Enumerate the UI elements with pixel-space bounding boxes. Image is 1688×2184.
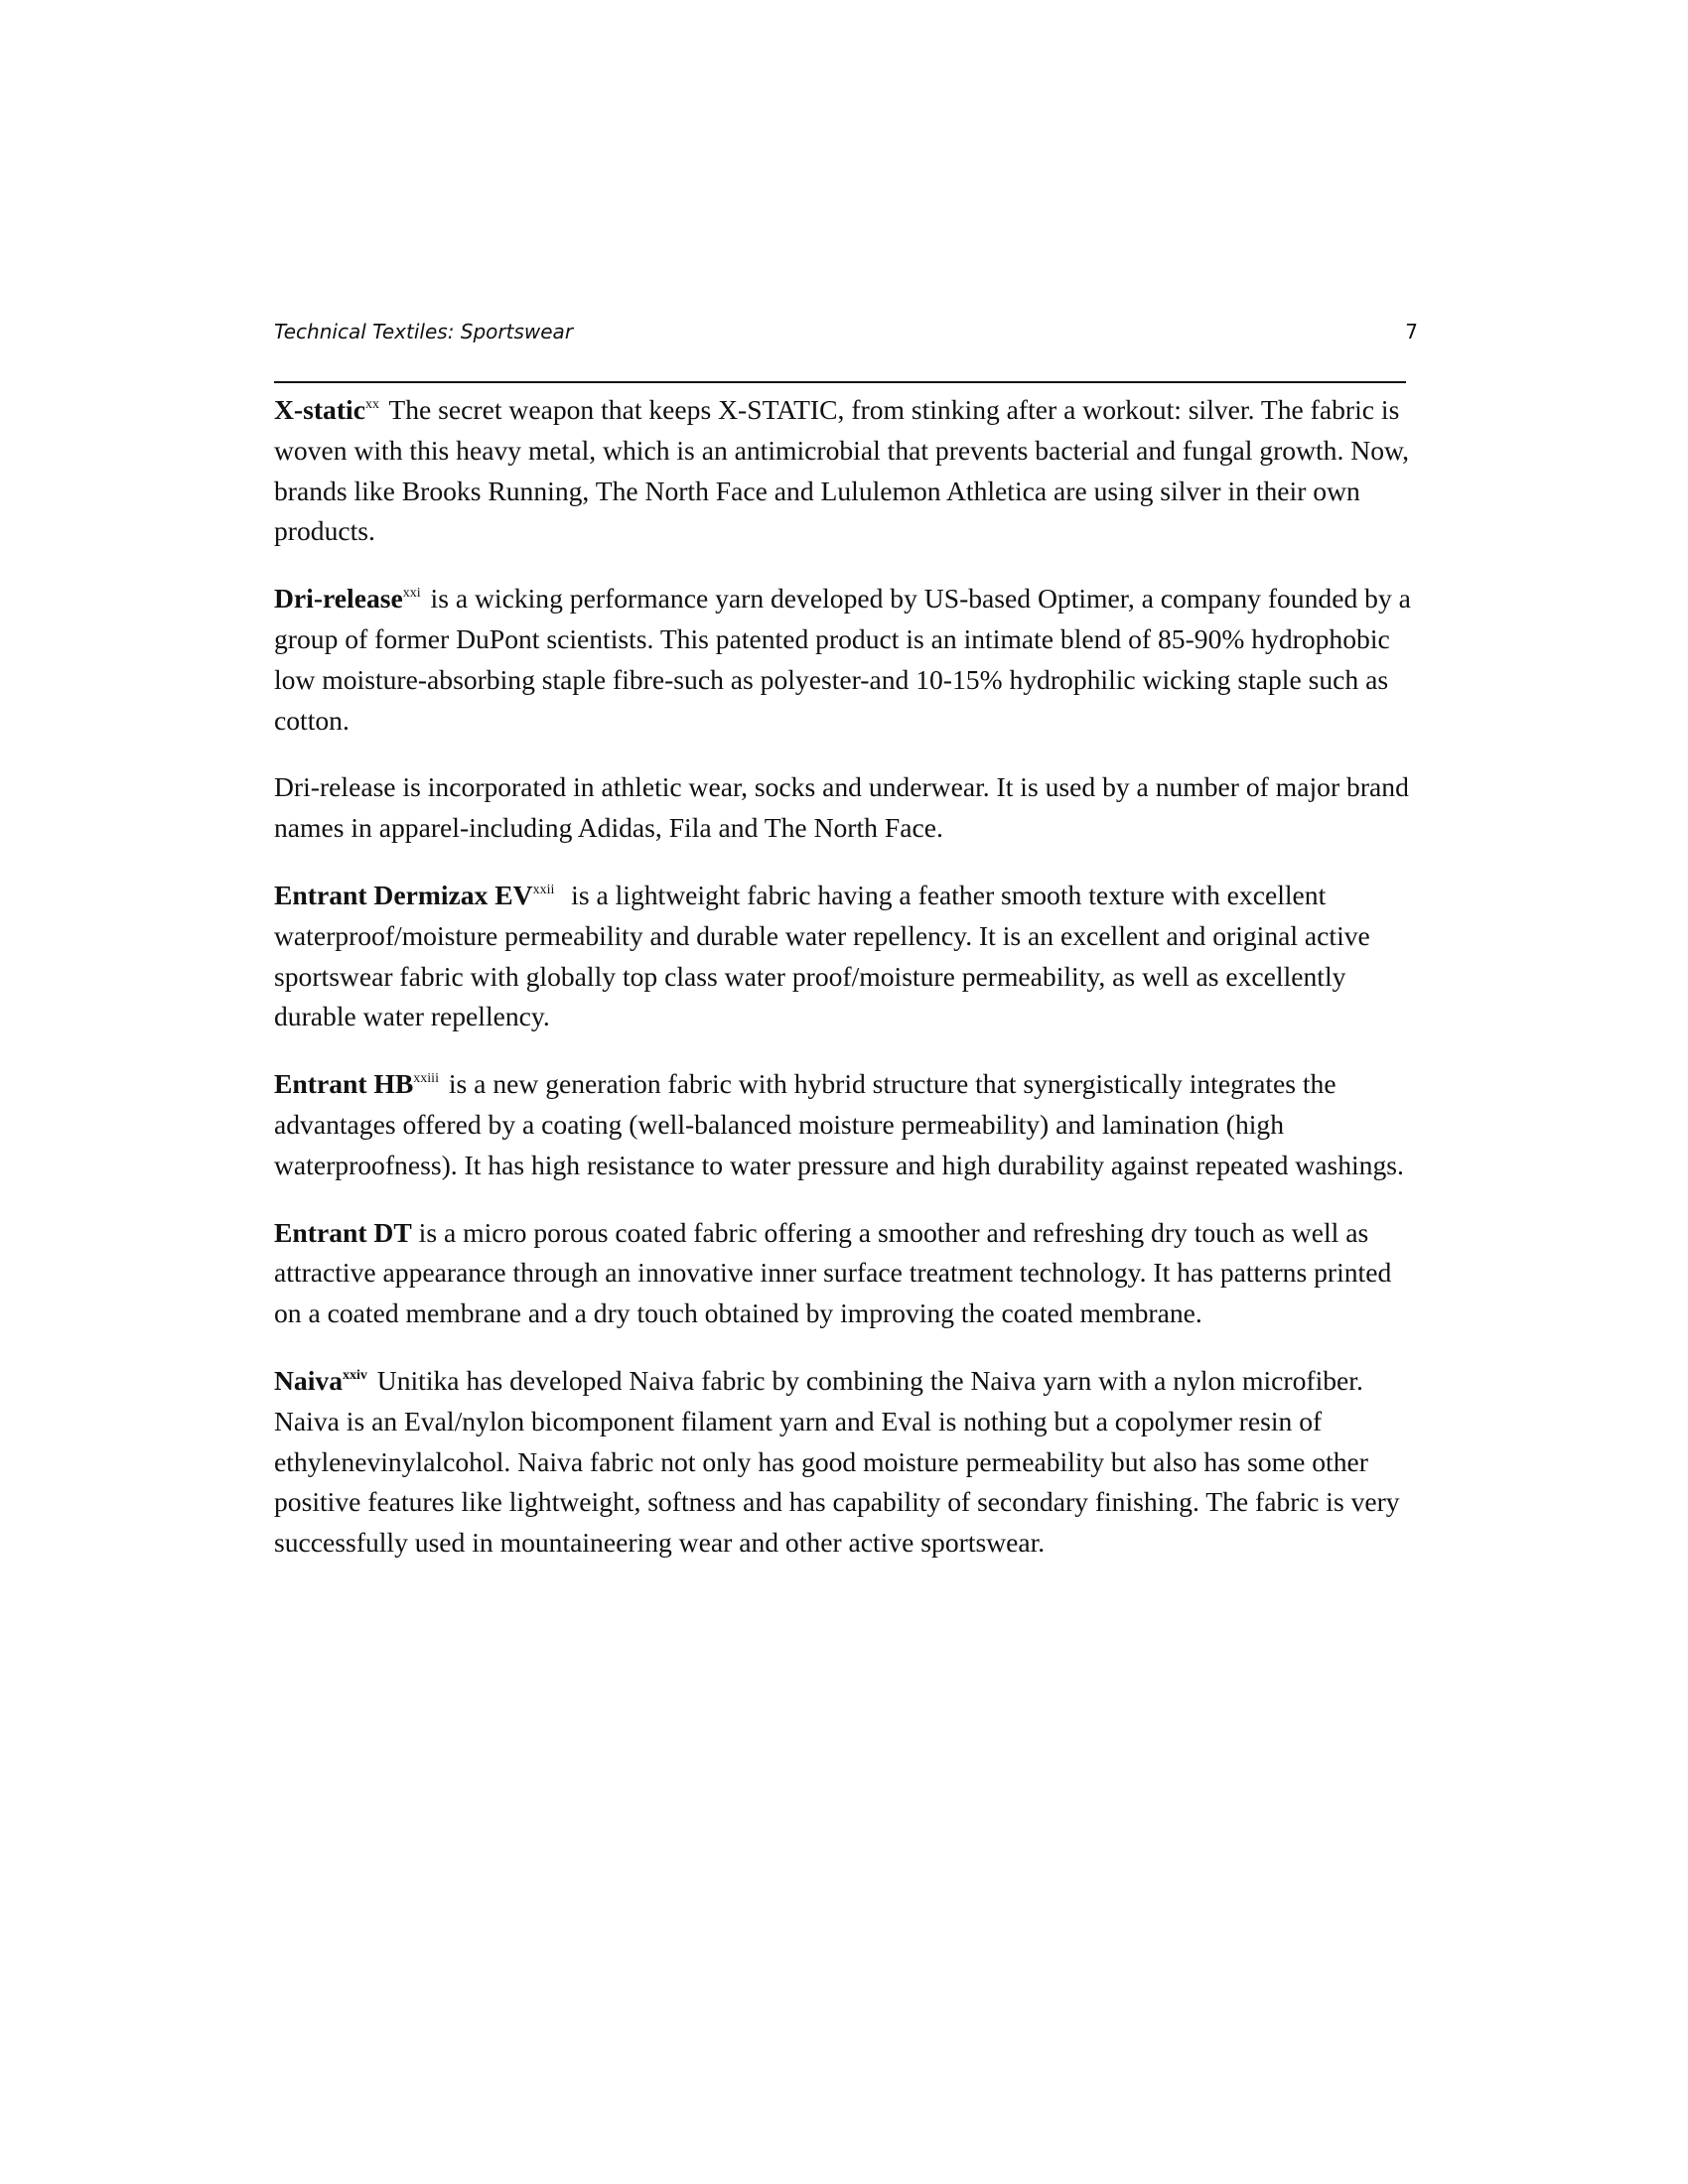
term-heading: Entrant HB [274, 1068, 414, 1100]
page-number: 7 [1405, 320, 1418, 343]
running-header [274, 316, 1418, 347]
header-rule [274, 381, 1406, 383]
footnote-reference: xx [364, 397, 379, 412]
footnote-reference: xxiii [413, 1071, 439, 1087]
term-heading: Dri-release [274, 583, 403, 614]
header-title: Technical Textiles: Sportswear [274, 320, 574, 343]
body-text [274, 390, 1418, 1590]
footnote-reference: xxiv [342, 1367, 367, 1383]
paragraph-dri-release [274, 579, 1418, 741]
paragraph-text: is a wicking performance yarn developed by US-based Optimer, a company founded by a group of former DuPont scientists. This patented product is an intimate blend of 85-90% hydrophobic low moisture-absorbing staple fibre-such as polyester-and 10-15% hydrophilic wicking staple such as cotton. [274, 583, 1411, 736]
paragraph-text: is a new generation fabric with hybrid structure that synergistically integrates the advantages offered by a coating (well-balanced moisture permeability) and lamination (high waterproofness). It has high resistance to water pressure and high durability against repeated washings. [274, 1068, 1404, 1180]
paragraph-text: Dri-release is incorporated in athletic wear, socks and underwear. It is used by a number of major brand names in apparel-including Adidas, Fila and The North Face. [274, 771, 1409, 844]
paragraph-text: The secret weapon that keeps X-STATIC, from stinking after a workout: silver. The fabric is woven with this heavy metal, which is an antimicrobial that prevents bacterial and fungal growth. Now, brands like Brooks Running, The North Face and Lululemon Athletica are using silver in their own products. [274, 394, 1410, 547]
paragraph-x-static [274, 390, 1418, 552]
paragraph-entrant-hb [274, 1064, 1418, 1185]
paragraph-entrant-dt [274, 1213, 1418, 1334]
term-heading: Entrant DT [274, 1216, 412, 1248]
paragraph-text: is a lightweight fabric having a feather smooth texture with excellent waterproof/moisture permeability and durable water repellency. It is an excellent and original active sportswear fabric with globally top class water proof/moisture permeability, as well as excellently durable water repellency. [274, 879, 1370, 1032]
paragraph-text: is a micro porous coated fabric offering a smoother and refreshing dry touch as well as attractive appearance through an innovative inner surface treatment technology. It has patterns printed on a coated membrane and a dry touch obtained by improving the coated membrane. [274, 1216, 1392, 1329]
term-heading: X-static [274, 394, 365, 425]
paragraph-dri-release-usage [274, 767, 1418, 849]
term-heading: Naiva [274, 1364, 343, 1396]
term-heading: Entrant Dermizax EV [274, 879, 533, 910]
paragraph-text: Unitika has developed Naiva fabric by combining the Naiva yarn with a nylon microfiber. Naiva is an Eval/nylon bicomponent filament yarn and Eval is nothing but a copolymer resin of ethylenevinylalcohol. Naiva fabric not only has good moisture permeability but also has some other positive features like lightweight, softness and has capability of secondary finishing. The fabric is very successfully used in mountaineering wear and other active sportswear. [274, 1364, 1400, 1559]
footnote-reference: xxi [402, 586, 421, 602]
footnote-reference: xxii [532, 882, 555, 897]
paragraph-naiva [274, 1361, 1418, 1564]
paragraph-entrant-dermizax-ev [274, 876, 1418, 1037]
